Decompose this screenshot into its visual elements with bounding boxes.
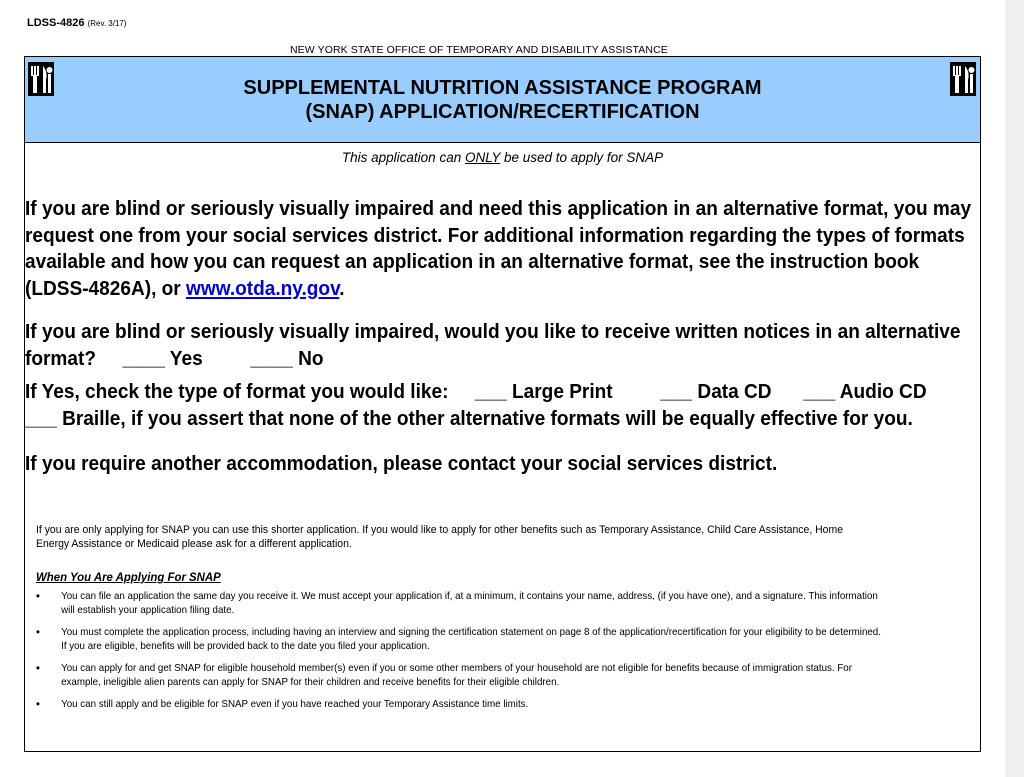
otda-website-link[interactable]: www.otda.ny.gov	[186, 276, 340, 300]
yes-no-blanks[interactable]: format? ____ Yes ____ No	[25, 346, 324, 370]
braille-option-line[interactable]: ___ Braille, if you assert that none of the other alternative formats will be equally effective for you.	[25, 406, 913, 430]
agency-name: NEW YORK STATE OFFICE OF TEMPORARY AND DISABILITY ASSISTANCE	[290, 44, 668, 56]
bullet-icon: •	[36, 697, 40, 711]
vertical-scrollbar[interactable]	[1006, 0, 1024, 777]
application-frame	[24, 56, 981, 752]
list-item: • You can apply for and get SNAP for eligible household member(s) even if you or some other members of your household are not eligible for benefits because of immigration status. For example, ineligible alien parents can apply for SNAP for their children and receive benefits for their eligible children.	[36, 661, 852, 688]
written-notices-question: If you are blind or seriously visually impaired, would you like to receive written notices in an alternative format? ____ Yes ____ No	[25, 319, 909, 372]
program-title	[25, 76, 980, 124]
bullet-icon: •	[36, 625, 40, 639]
only-emphasis: ONLY	[464, 150, 501, 165]
section-heading: When You Are Applying For SNAP	[36, 570, 221, 584]
shorter-application-intro: If you are only applying for SNAP you can use this shorter application. If you would like to apply for other benefits such as Temporary Assistance, Child Care Assistance, Home Energy Assistance or Medicaid please ask for a different application.	[36, 524, 844, 550]
snap-only-notice: This application can ONLY be used to apply for SNAP	[341, 150, 664, 165]
form-revision: (Rev. 3/17)	[87, 19, 127, 28]
form-number: LDSS-4826	[27, 17, 85, 29]
accommodation-notice: If you require another accommodation, please contact your social services district.	[25, 452, 778, 475]
title-line-2: (SNAP) APPLICATION/RECERTIFICATION	[305, 101, 700, 123]
form-id	[27, 17, 127, 29]
bullet-icon: •	[36, 661, 40, 675]
header-band	[25, 57, 980, 143]
list-item: • You must complete the application process, including having an interview and signing the certification statement on page 8 of the application/recertification for your eligibility to be determined. If you are eligible, benefits will be provided back to the date you filed your application.	[36, 625, 881, 652]
alternative-format-paragraph: If you are blind or seriously visually impaired and need this application in an alternative format, you may request one from your social services district. For additional information regarding the types of formats available and how you can request an application in an alternative format, see the instruction book (LDSS-4826A), or www.otda.ny.gov.	[25, 197, 972, 300]
list-item: • You can still apply and be eligible for SNAP even if you have reached your Temporary Assistance time limits.	[36, 697, 529, 711]
snap-info-list	[36, 590, 952, 721]
title-line-1: SUPPLEMENTAL NUTRITION ASSISTANCE PROGRAM	[243, 77, 762, 99]
list-item: • You can file an application the same day you receive it. We must accept your application if, at a minimum, it contains your name, address, (if you have one), and a signature. This information will establish your application filing date.	[36, 589, 878, 616]
format-type-question	[25, 379, 927, 432]
format-options-line[interactable]: If Yes, check the type of format you would like: ___ Large Print ___ Data CD ___ Audio CD	[25, 380, 927, 403]
bullet-icon: •	[36, 589, 40, 603]
snap-utensils-icon-right	[950, 62, 976, 96]
